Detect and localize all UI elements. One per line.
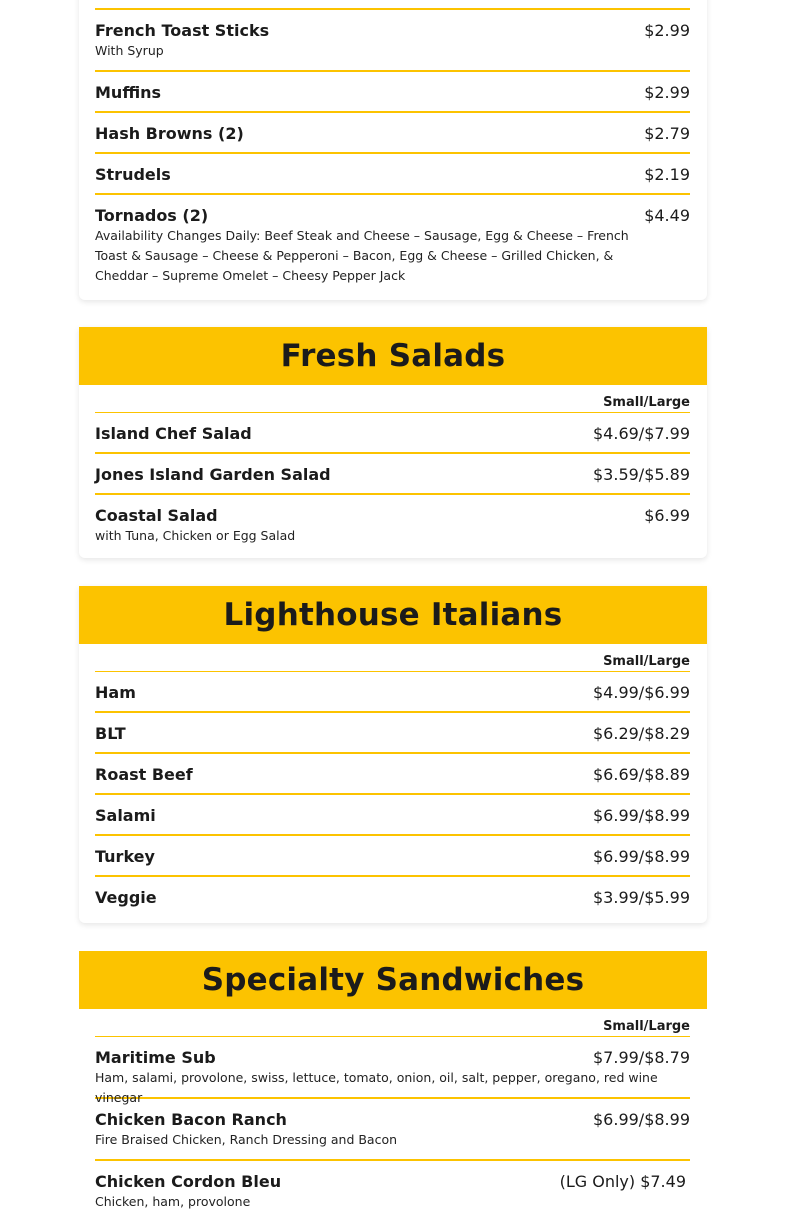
menu-item	[95, 713, 690, 754]
item-price: $3.59/$5.89	[593, 465, 690, 484]
item-description: Chicken, ham, provolone	[95, 1194, 251, 1209]
item-name: Veggie	[95, 888, 157, 907]
item-description: Ham, salami, provolone, swiss, lettuce, tomato, onion, oil, salt, pepper, oregano, red wine vinegar	[95, 1070, 658, 1105]
menu-item	[95, 754, 690, 795]
item-price: $2.99	[644, 21, 690, 40]
item-price: $2.79	[644, 124, 690, 143]
item-name: Hash Browns (2)	[95, 124, 244, 143]
italians-section	[79, 586, 707, 923]
menu-item	[95, 795, 690, 836]
menu-item	[95, 195, 690, 286]
item-name: BLT	[95, 724, 126, 743]
item-price: $6.99/$8.99	[593, 1110, 690, 1129]
item-price: $6.29/$8.29	[593, 724, 690, 743]
menu-item	[95, 1099, 690, 1161]
section-top-divider	[95, 0, 690, 10]
item-name: Strudels	[95, 165, 171, 184]
item-description: with Tuna, Chicken or Egg Salad	[95, 528, 296, 543]
menu-item	[95, 877, 690, 918]
item-name: Ham	[95, 683, 136, 702]
item-name: French Toast Sticks	[95, 21, 270, 40]
menu-item	[95, 1037, 690, 1105]
item-name: Tornados (2)	[95, 206, 209, 225]
menu-item	[95, 454, 690, 495]
item-description: With Syrup	[95, 43, 164, 58]
menu-item	[95, 113, 690, 154]
item-name: Salami	[95, 806, 156, 825]
item-name: Turkey	[95, 847, 155, 866]
section-title: Specialty Sandwiches	[201, 962, 585, 998]
item-price: $4.69/$7.99	[593, 424, 690, 443]
item-price: $6.99/$8.99	[593, 847, 690, 866]
menu-item	[95, 72, 690, 113]
size-label: Small/Large	[95, 644, 690, 672]
menu-item	[95, 154, 690, 195]
item-name: Chicken Bacon Ranch	[95, 1110, 287, 1129]
specialty-section	[79, 951, 707, 1209]
menu-item	[95, 1161, 690, 1223]
size-label: Small/Large	[95, 385, 690, 413]
menu-item	[95, 836, 690, 877]
item-description: Fire Braised Chicken, Ranch Dressing and Bacon	[95, 1132, 398, 1147]
section-banner	[79, 951, 707, 1009]
section-title: Lighthouse Italians	[223, 597, 563, 633]
size-label: Small/Large	[95, 1009, 690, 1037]
menu-item	[95, 10, 690, 72]
item-name: Roast Beef	[95, 765, 193, 784]
item-name: Jones Island Garden Salad	[95, 465, 331, 484]
item-price: $3.99/$5.99	[593, 888, 690, 907]
item-price: (LG Only) $7.49	[559, 1172, 686, 1191]
item-name: Island Chef Salad	[95, 424, 252, 443]
item-price: $6.99/$8.99	[593, 806, 690, 825]
menu-item	[95, 413, 690, 454]
item-price: $6.69/$8.89	[593, 765, 690, 784]
menu-item	[95, 495, 690, 557]
item-price: $7.99/$8.79	[593, 1048, 690, 1067]
item-name: Muffins	[95, 83, 162, 102]
item-price: $4.99/$6.99	[593, 683, 690, 702]
item-name: Chicken Cordon Bleu	[95, 1172, 282, 1191]
item-price: $6.99	[644, 506, 690, 525]
item-name: Maritime Sub	[95, 1048, 216, 1067]
menu-item	[95, 672, 690, 713]
item-description: Availability Changes Daily: Beef Steak and Cheese – Sausage, Egg & Cheese – French Toast & Sausage – Cheese & Pepperoni – Bacon, Egg & Cheese – Grilled Chicken, & Cheddar – Supreme Omelet – Cheesy Pepper Jack	[95, 228, 629, 283]
item-price: $2.99	[644, 83, 690, 102]
salads-section	[79, 327, 707, 558]
breakfast-section	[79, 0, 707, 300]
section-banner	[79, 327, 707, 385]
section-banner	[79, 586, 707, 644]
section-title: Fresh Salads	[280, 338, 506, 374]
item-name: Coastal Salad	[95, 506, 218, 525]
item-price: $4.49	[644, 206, 690, 225]
item-price: $2.19	[644, 165, 690, 184]
